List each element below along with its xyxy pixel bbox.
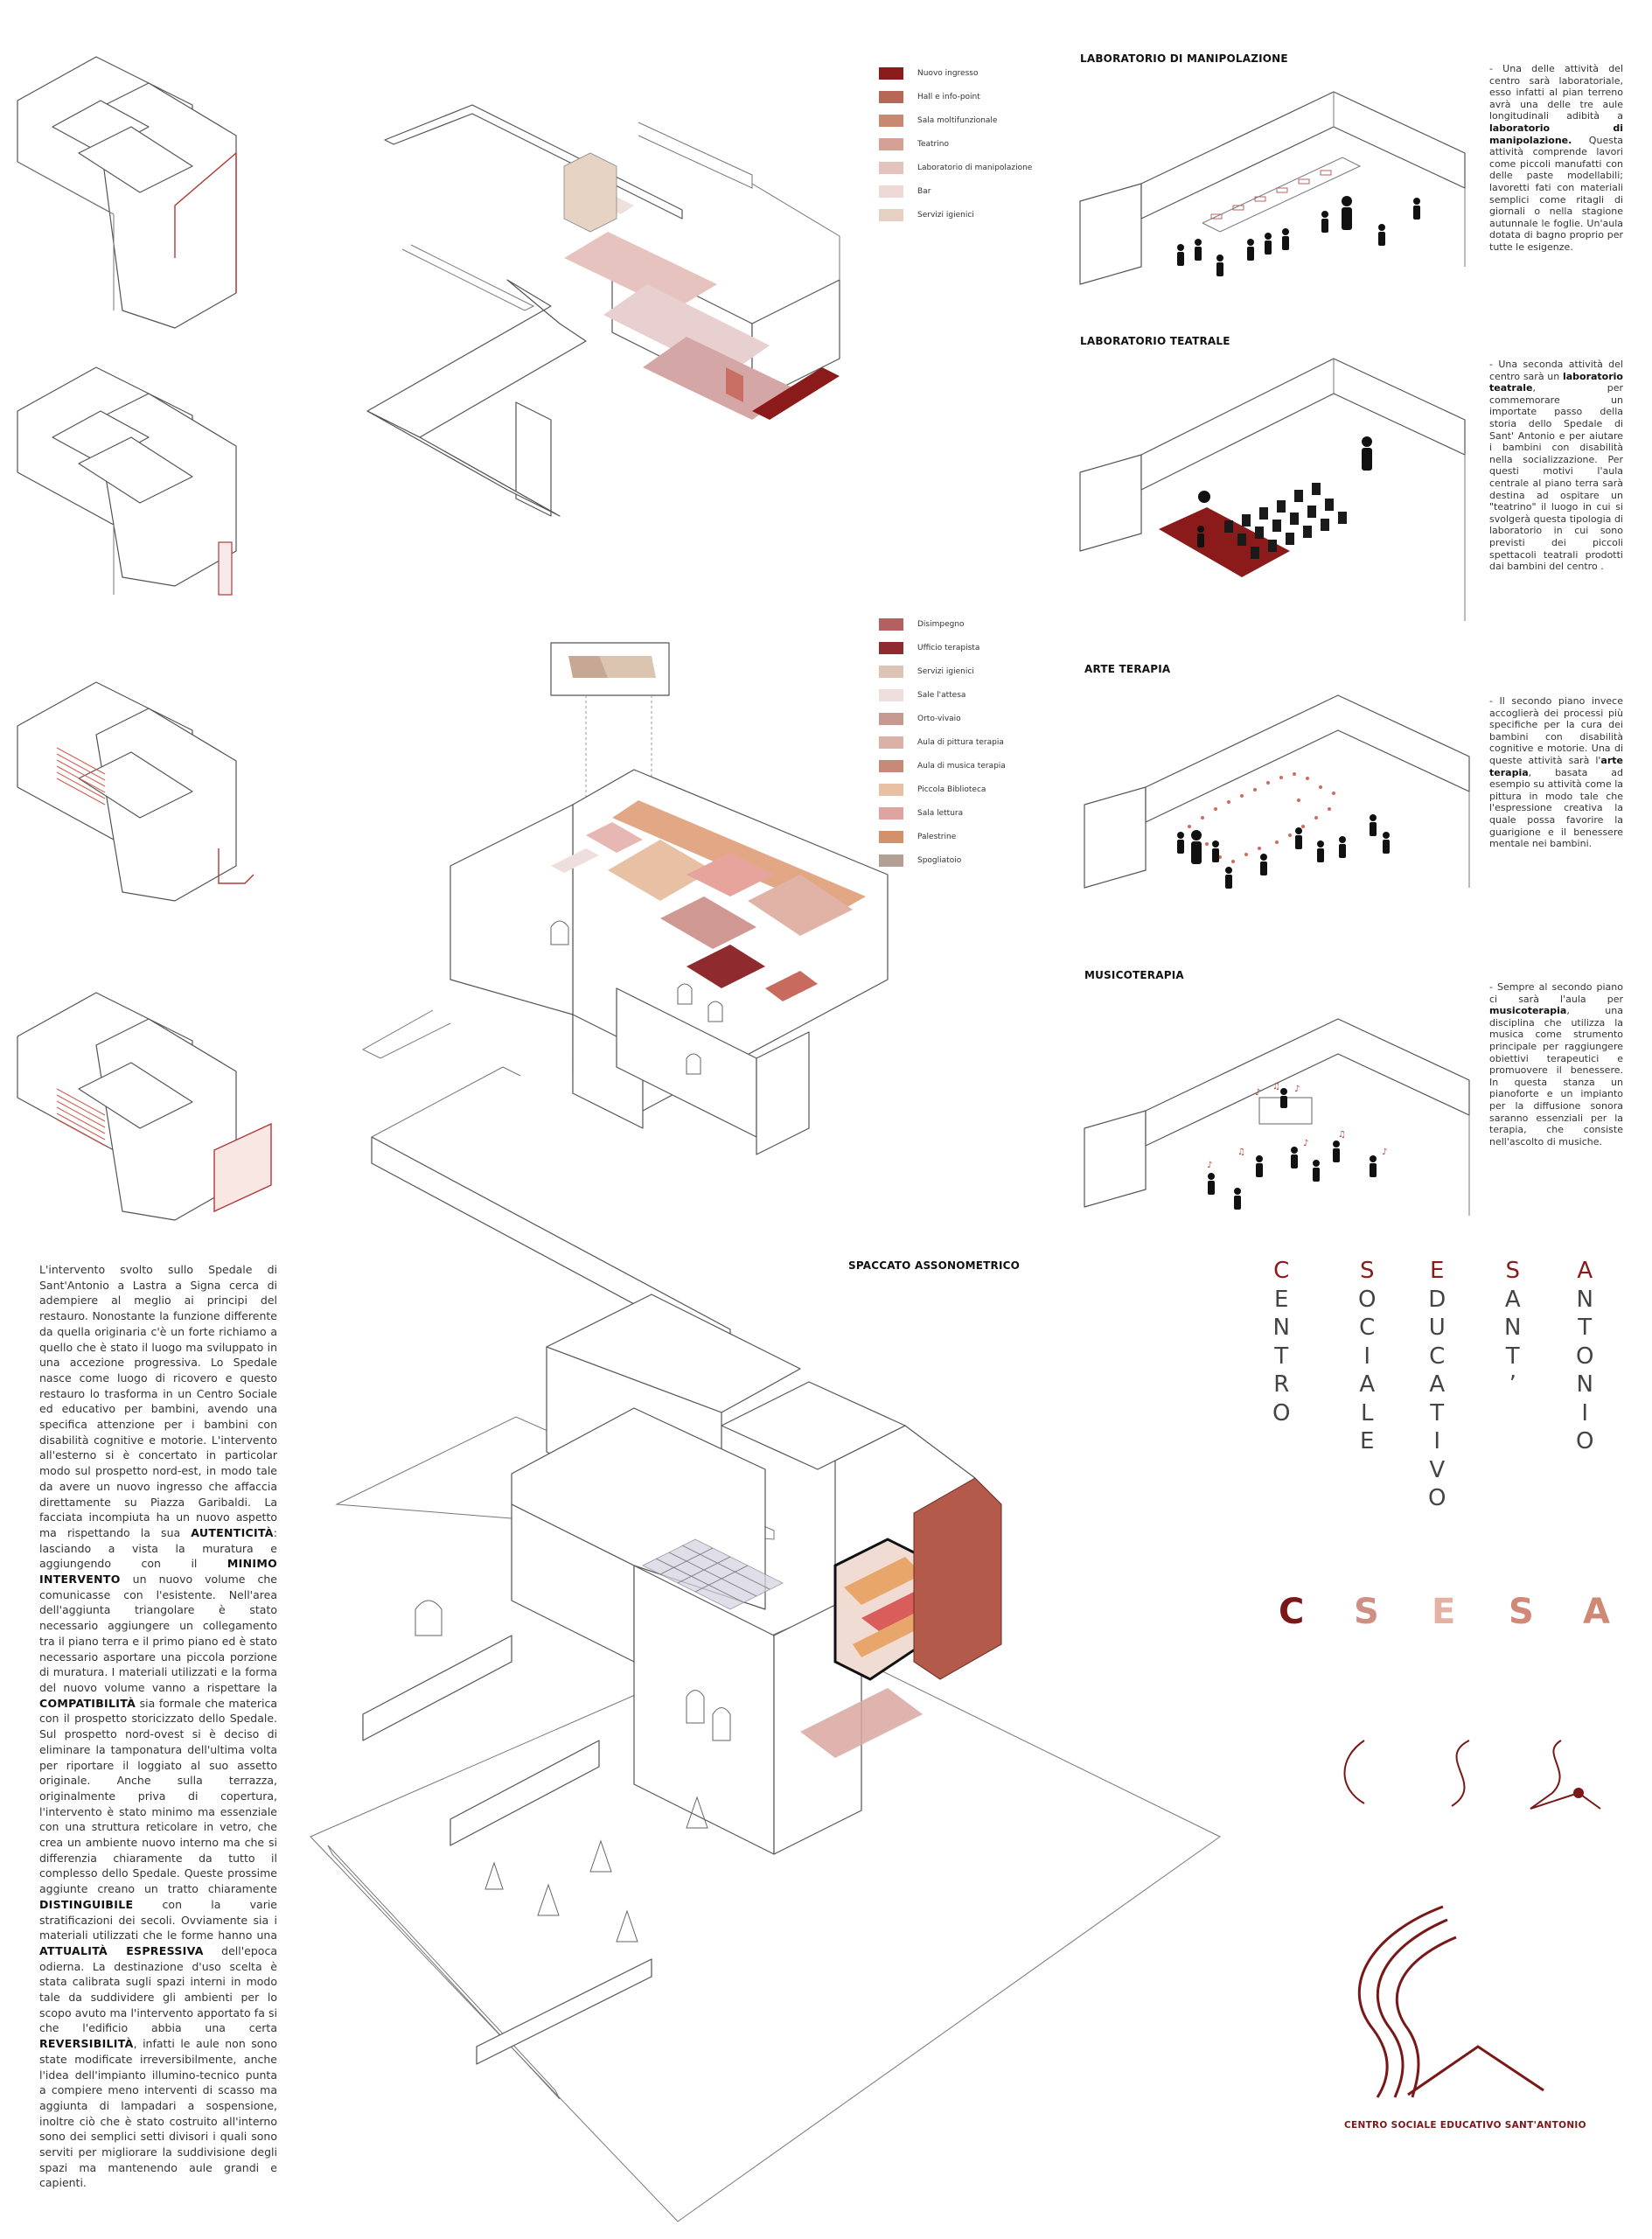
legend-row <box>879 707 1063 730</box>
legend-row <box>879 848 1063 872</box>
text-run: : lasciando a vista la muratura e aggiungendo con il <box>39 1525 277 1571</box>
letter: N <box>1272 1315 1291 1341</box>
acronym-letter-a: A <box>1583 1592 1610 1632</box>
svg-text:♪: ♪ <box>1255 1088 1261 1098</box>
letter: A <box>1359 1371 1377 1398</box>
text-run-bold: AUTENTICITÀ <box>191 1525 274 1539</box>
legend-label: Sala moltifunzionale <box>917 115 998 125</box>
letter: I <box>1433 1428 1442 1454</box>
section-text-manipolazione <box>1489 63 1623 254</box>
legend-label: Piccola Biblioteca <box>917 785 986 794</box>
letter: D <box>1428 1286 1447 1313</box>
legend-label: Spogliatoio <box>917 855 962 865</box>
legend-row <box>879 636 1063 659</box>
section-text-musicoterapia <box>1489 981 1623 1147</box>
legend-swatch <box>879 854 903 867</box>
spaccato-axonometric <box>310 1277 1237 2222</box>
text-run-bold: ATTUALITÀ ESPRESSIVA <box>39 1943 204 1957</box>
text-run-bold: MINIMO INTERVENTO <box>39 1557 277 1587</box>
legend-swatch <box>879 618 903 631</box>
section-text-arte-terapia <box>1489 695 1623 850</box>
text-run: , per commemorare un importate passo della storia dello Spedale di Sant' Antonio e per aiutare i bambini con disabilità nella socializzazione. Per questi motivi l'aula centrale al piano terra sarà destina ad ospitare un "teatrino" il luogo in cui si svolgerà questa tipologia di laboratorio in cui sono previsti dei piccoli spettacoli teatrali prodotti dai bambini del centro . <box>1489 382 1623 573</box>
letter: S <box>1505 1258 1521 1284</box>
legend-label: Nuovo ingresso <box>917 68 979 78</box>
legend-label: Ufficio terapista <box>917 643 980 652</box>
human-figure-icon <box>1177 196 1420 276</box>
room-arte-terapia-drawing <box>1084 695 1469 905</box>
legend-second-floor <box>879 612 1063 872</box>
vertical-word-antonio <box>1576 1257 1594 1456</box>
section-title-musicoterapia: MUSICOTERAPIA <box>1084 969 1184 981</box>
text-run: , basata ad esempio su attività come la pittura in modo tale che l'espressione creativa la quale possa favorire la guarigione e il benessere mentale nei bambini. <box>1489 766 1623 850</box>
legend-swatch <box>879 807 903 820</box>
letter: A <box>1429 1371 1446 1398</box>
isometric-study-4 <box>17 984 271 1238</box>
legend-row <box>879 203 1063 227</box>
letter: L <box>1360 1399 1375 1426</box>
text-run-bold: DISTINGUIBILE <box>39 1897 134 1911</box>
human-figure-icon <box>1177 814 1390 889</box>
isometric-building-icon <box>17 57 236 328</box>
legend-swatch <box>879 67 903 80</box>
room-musicoterapia-drawing <box>1084 997 1469 1224</box>
text-run: dell'epoca odierna. La destinazione d'uso scelta è stata calibrata sugli spazi interni in modo tale da suddividere gli ambienti per lo scopo avuto ma l'intervento apportato fa si che l'edificio abbia una certa <box>39 1943 277 2035</box>
legend-label: Aula di pittura terapia <box>917 737 1004 747</box>
legend-swatch <box>879 642 903 654</box>
letter: T <box>1578 1315 1593 1341</box>
legend-row <box>879 754 1063 778</box>
isometric-study-1 <box>17 48 271 302</box>
vertical-word-sant <box>1504 1257 1522 1399</box>
text-run: - Una delle attività del centro sarà laboratoriale, esso infatti al pian terreno avrà una delle tre aule longitudinali adibità a <box>1489 63 1623 122</box>
legend-row <box>879 801 1063 825</box>
legend-ground-floor <box>879 61 1063 227</box>
legend-row <box>879 179 1063 203</box>
text-run: - Sempre al secondo piano ci sarà l'aula per <box>1489 981 1623 1005</box>
spaccato-title: SPACCATO ASSONOMETRICO <box>848 1259 1021 1272</box>
letter: N <box>1504 1315 1523 1341</box>
svg-text:♪: ♪ <box>1294 1085 1300 1094</box>
legend-label: Sale l'attesa <box>917 690 966 700</box>
letter: T <box>1274 1343 1290 1370</box>
legend-label: Disimpegno <box>917 619 965 629</box>
acronym-letter-c: C <box>1279 1592 1305 1632</box>
letter: T <box>1430 1399 1446 1426</box>
letter: I <box>1363 1343 1372 1370</box>
letter: O <box>1358 1286 1377 1313</box>
isometric-building-icon <box>17 367 236 595</box>
main-description <box>39 1262 277 2191</box>
text-run: L'intervento svolto sullo Spedale di Sant'Antonio a Lastra a Signa cerca di adempiere al meglio ai principi del restauro. Nonostante la funzione differente da quella originaria c'è un forte richiamo a quello che è stato il luogo ma sviluppato in una accezione progressiva. Lo Spedale nasce come luogo di ricovero e questo restauro lo trasforma in un Centro Sociale ed educativo per bambini, avendo una specifica attenzione per i bambini con disabilità cognitive e motorie. L'intervento all'esterno si è concertato in particolar modo sul prospetto nord-est, in modo tale da avere un nuovo ingresso che affaccia direttamente su Piazza Garibaldi. La facciata incompiuta ha un nuovo aspetto ma rispettando la sua <box>39 1263 277 1539</box>
legend-swatch <box>879 760 903 772</box>
logo-strokes <box>1321 1732 1644 1819</box>
letter: R <box>1273 1371 1291 1398</box>
logo-caption: CENTRO SOCIALE EDUCATIVO SANT'ANTONIO <box>1344 2120 1586 2131</box>
acronym-letter-s: S <box>1354 1592 1379 1632</box>
text-run: - Il secondo piano invece accoglierà dei processi più specifiche per la cura dei bambini con disabilità cognitive e motorie. Una di queste attività sarà l' <box>1489 695 1623 766</box>
legend-label: Sala lettura <box>917 808 964 818</box>
legend-label: Aula di musica terapia <box>917 761 1006 771</box>
room-teatrale-drawing <box>1080 359 1465 621</box>
legend-row <box>879 156 1063 179</box>
text-run: , infatti le aule non sono state modificate irreversibilmente, anche l'idea dell'impianto illumino-tecnico punta a compiere meno interventi di scasso ma aggiunta di lampadari a sospensione, inoltre ciò che è stato costruito all'interno sono dei semplici setti divisori i quali sono serviti per migliorare la suddivisione degli spazi ma mantenendo aule grandi e capienti. <box>39 2037 277 2190</box>
text-run: sia formale che materica con il prospetto storicizzato dello Spedale. Sul prospetto nord-ovest si è deciso di eliminare la tamponatura dell'ultima volta per riportare il loggiato al suo assetto originale. Anche sulla terrazza, originalmente priva di copertura, l'intervento è stato minimo ma essenziale con una struttura reticolare in vetro, che crea un ambiente nuovo interno ma che si differenzia chiaramente da tutto il complesso dello Spedale. Queste prossime aggiunte creano un tratto chiaramente <box>39 1696 277 1896</box>
letter: V <box>1429 1456 1446 1483</box>
legend-label: Bar <box>917 186 931 196</box>
legend-row <box>879 659 1063 683</box>
text-run: Questa attività comprende lavori come piccoli manufatti con delle paste modellabili; lavoretti fati con materiali semplici come ritagli di giornali o nella stagione autunnale le foglie. Un'aula dotata di bagno proprio per tutte le esigenze. <box>1489 134 1623 253</box>
letter: S <box>1359 1258 1376 1284</box>
letter: O <box>1272 1399 1292 1426</box>
svg-text:♪: ♪ <box>1303 1139 1309 1148</box>
legend-label: Servizi igienici <box>917 666 974 676</box>
letter: C <box>1429 1343 1446 1370</box>
legend-swatch <box>879 138 903 150</box>
vertical-word-educativo <box>1428 1257 1446 1513</box>
legend-row <box>879 730 1063 754</box>
section-title-manipolazione: LABORATORIO DI MANIPOLAZIONE <box>1080 52 1288 65</box>
letter: C <box>1273 1258 1291 1284</box>
legend-row <box>879 683 1063 707</box>
ground-floor-axonometric <box>385 114 910 516</box>
text-run: - Una seconda attività del centro sarà un <box>1489 359 1623 382</box>
legend-swatch <box>879 831 903 843</box>
new-brick-volume <box>914 1478 1001 1679</box>
legend-swatch <box>879 689 903 701</box>
isometric-study-2 <box>17 359 271 612</box>
text-run-bold: REVERSIBILITÀ <box>39 2037 134 2051</box>
text-run-bold: laboratorio teatrale <box>1489 370 1623 394</box>
legend-row <box>879 132 1063 156</box>
text-run: con la varie stratificazioni dei secoli. Ovviamente sia i materiali utilizzati che le forme hanno una <box>39 1897 277 1943</box>
legend-row <box>879 778 1063 801</box>
legend-swatch <box>879 91 903 103</box>
letter: E <box>1360 1428 1376 1454</box>
legend-swatch <box>879 736 903 749</box>
letter: O <box>1576 1343 1595 1370</box>
legend-label: Hall e info-point <box>917 92 980 101</box>
legend-swatch <box>879 185 903 198</box>
text-run: , una disciplina che utilizza la musica come strumento principale per raggiungere obiettivi terapeutici e promuovere il benessere. In questa stanza un pianoforte e un impianto per la diffusione sonora saranno essenziali per la terapia, che consiste nell'ascolto di musiche. <box>1489 1005 1623 1147</box>
isometric-building-icon <box>17 682 254 901</box>
legend-label: Laboratorio di manipolazione <box>917 163 1033 172</box>
svg-text:♪: ♪ <box>1382 1147 1388 1157</box>
letter: I <box>1581 1399 1590 1426</box>
legend-row <box>879 108 1063 132</box>
legend-swatch <box>879 209 903 221</box>
svg-text:♫: ♫ <box>1237 1147 1245 1157</box>
isometric-study-3 <box>17 673 271 927</box>
letter: T <box>1505 1343 1521 1370</box>
text-run-bold: laboratorio di manipolazione. <box>1489 122 1623 146</box>
svg-text:♫: ♫ <box>1272 1082 1280 1092</box>
legend-swatch <box>879 666 903 678</box>
text-run: un nuovo volume che comunicasse con l'esistente. Nell'area dell'aggiunta triangolare è stato necessario aggiungere un collegamento tra il piano terra e il primo piano ed è stato necessario asportare una piccola porzione di muratura. I materiali utilizzati e la forma del nuovo volume vanno a rispettare la <box>39 1573 277 1694</box>
letter: O <box>1576 1428 1595 1454</box>
second-floor-axonometric <box>398 638 905 1233</box>
svg-text:♫: ♫ <box>1338 1130 1346 1140</box>
legend-swatch <box>879 162 903 174</box>
legend-row <box>879 85 1063 108</box>
letter: ’ <box>1509 1371 1517 1398</box>
legend-label: Orto-vivaio <box>917 714 961 723</box>
text-run-bold: COMPATIBILITÀ <box>39 1696 136 1710</box>
text-run-bold: musicoterapia <box>1489 1005 1567 1017</box>
letter: U <box>1428 1315 1446 1341</box>
letter: A <box>1504 1286 1522 1313</box>
legend-row <box>879 61 1063 85</box>
legend-swatch <box>879 115 903 127</box>
svg-text:♪: ♪ <box>1207 1161 1213 1170</box>
acronym-letter-s2: S <box>1509 1592 1534 1632</box>
section-title-arte-terapia: ARTE TERAPIA <box>1084 663 1171 675</box>
csesa-logo-icon <box>1347 1898 1548 2108</box>
acronym-letter-e: E <box>1432 1592 1456 1632</box>
text-run-bold: arte terapia <box>1489 754 1623 778</box>
legend-swatch <box>879 713 903 725</box>
section-text-teatrale <box>1489 359 1623 573</box>
legend-swatch <box>879 784 903 796</box>
letter: N <box>1576 1286 1594 1313</box>
isometric-building-icon <box>17 993 271 1220</box>
letter: C <box>1359 1315 1377 1341</box>
legend-label: Teatrino <box>917 139 949 149</box>
letter: N <box>1576 1371 1594 1398</box>
room-manipolazione-drawing <box>1080 92 1465 293</box>
vertical-word-sociale <box>1358 1257 1377 1456</box>
letter: A <box>1577 1258 1594 1284</box>
letter: E <box>1274 1286 1290 1313</box>
letter: O <box>1428 1485 1447 1511</box>
legend-row <box>879 612 1063 636</box>
section-title-teatrale: LABORATORIO TEATRALE <box>1080 335 1230 347</box>
letter: E <box>1430 1258 1446 1284</box>
vertical-word-centro <box>1272 1257 1291 1427</box>
legend-label: Palestrine <box>917 832 957 841</box>
legend-label: Servizi igienici <box>917 210 974 220</box>
legend-row <box>879 825 1063 848</box>
